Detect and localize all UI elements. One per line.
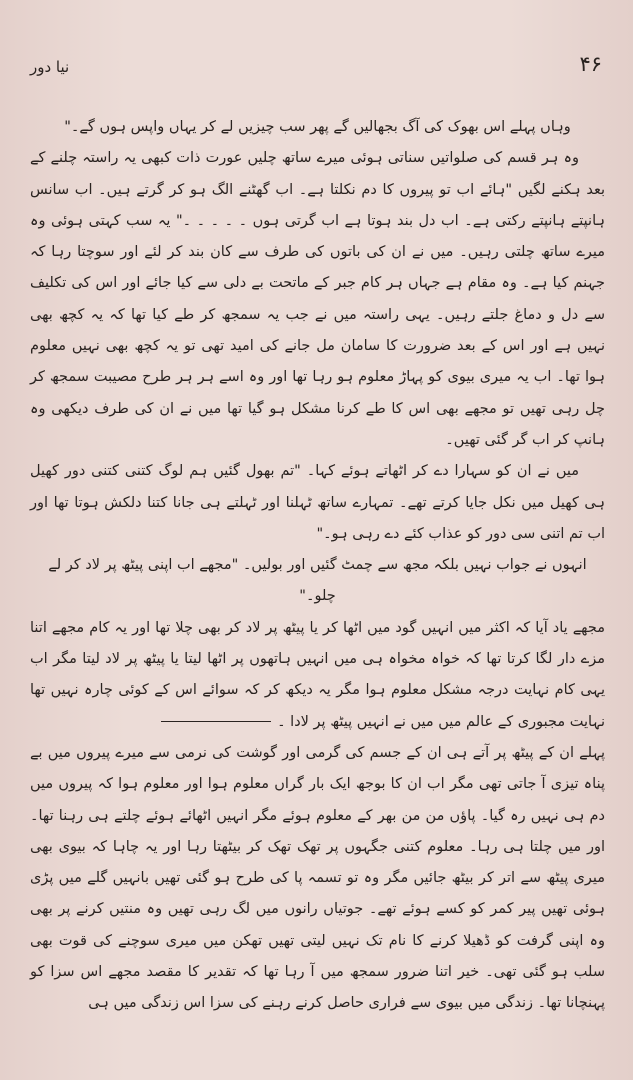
page-number: ۴۶	[579, 52, 602, 76]
body-text	[30, 112, 605, 1020]
dash-rule	[161, 721, 271, 722]
paragraph-2: وہ ہر قسم کی صلواتیں سناتی ہوئی میرے ساتھ چلیں عورت ذات کبھی یہ راستہ چلنے کے بعد ہکنے لگیں "ہائے اب تو پیروں کا دم نکلتا ہے۔ اب گھٹنے الگ ہو کر گرتے ہیں۔ اب سانس ہانپتے ہانپتے رکتی ہے۔ اب دل بند ہوتا ہے اب گرتی ہوں ۔ ۔ ۔ ۔ ۔" یہ سب کہتی ہوئی وہ میرے ساتھ چلتی رہیں۔ میں نے ان کی باتوں کی طرف سے کان بند کر لئے اور سوچتا رہا کہ جہنم کیا ہے۔ وہ مقام ہے جہاں ہر کام جبر کے ماتحت بے دلی سے کیا جائے اور اس کی تکلیف سے دل و دماغ جلتے رہیں۔ یہی راستہ میں نے جب یہ سمجھ کر طے کیا تھا کہ یہ کچھ بھی نہیں ہے اور اس کے بعد ضرورت کا سامان مل جانے کی امید تھی تو یہ کچھ بھی نہیں معلوم ہوا تھا۔ اب یہ میری بیوی کو پہاڑ معلوم ہو رہا تھا اور وہ اسے ہر ہر طرح مصیبت سمجھ کر چل رہی تھیں تو مجھے بھی اس کا طے کرنا مشکل ہو گیا تھا میں نے ان کی طرف دیکھی وہ ہانپ کر اب گر گئی تھیں۔	[30, 150, 605, 448]
paragraph-1: وہاں پہلے اس بھوک کی آگ بجھالیں گے پھر سب چیزیں لے کر یہاں واپس ہوں گے۔"	[64, 119, 571, 135]
journal-title: نیا دور	[30, 58, 70, 76]
paragraph-3: میں نے ان کو سہارا دے کر اٹھاتے ہوئے کہا۔ "تم بھول گئیں ہم لوگ کتنی کتنی دور کھیل ہی کھیل میں نکل جایا کرتے تھے۔ تمہارے ساتھ ٹہلنا اور ٹہلتے ہی جانا کتنا دلکش ہوتا تھا اور اب تم اتنی سی دور کو عذاب کئے دے رہی ہو۔"	[30, 463, 605, 542]
paragraph-4: انہوں نے جواب نہیں بلکہ مجھ سے چمٹ گئیں اور بولیں۔ "مجھے اب اپنی پیٹھ پر لاد کر لے چلو۔"	[48, 557, 587, 605]
paragraph-5-text: مجھے یاد آیا کہ اکثر میں انہیں گود میں اٹھا کر یا پیٹھ پر لاد کر بھی چلا تھا اور یہ کام مجھے اتنا مزے دار لگا کرتا تھا کہ خواہ مخواہ ہی میں انہیں ہاتھوں پر اٹھا لیتا یا پیٹھ پر لاد لیتا مگر اب یہی کام نہایت درجہ مشکل معلوم ہوا مگر یہ دیکھ کر کہ سوائے اس کے کوئی چارہ نہیں تھا نہایت مجبوری کے عالم میں میں نے انہیں پیٹھ پر لادا ۔	[30, 619, 605, 730]
paragraph-5	[30, 613, 605, 738]
running-head	[30, 52, 602, 88]
paragraph-6: پہلے ان کے پیٹھ پر آتے ہی ان کے جسم کی گرمی اور گوشت کی نرمی سے میرے پیروں میں بے پناہ تیزی آ جاتی تھی مگر اب ان کا بوجھ ایک بار گراں معلوم ہوا اور معلوم ہوا کہ پیروں میں دم ہی نہیں رہ گیا۔ پاؤں من من بھر کے معلوم ہوئے مگر انہیں اٹھائے ہوئے چلتے ہی رہنا تھا۔ اور میں چلتا ہی رہا۔ معلوم کتنی جگہوں پر تھک تھک کر بیٹھتا رہا اور یہ چاہا کہ بیوی بھی میری پیٹھ سے اتر کر بیٹھ جائیں مگر وہ تو تسمہ پا کی طرح ہو گئی تھیں بانہیں گلے میں پڑی ہوئی تھیں پیر کمر کو کسے ہوئے تھے۔ جوتیاں رانوں میں لگ رہی تھیں وہ منتیں کرنے پر بھی وہ اپنی گرفت کو ڈھیلا کرنے کا نام تک نہیں لیتی تھیں تھکن میں میری سوچنے کی قوت بھی سلب ہو گئی تھی۔ خیر اتنا ضرور سمجھ میں آ رہا تھا کہ تقدیر کا مقصد مجھے اس سزا کو پہنچانا تھا۔ زندگی میں بیوی سے فراری حاصل کرنے رہنے کی سزا اس زندگی میں ہی	[30, 744, 605, 1012]
